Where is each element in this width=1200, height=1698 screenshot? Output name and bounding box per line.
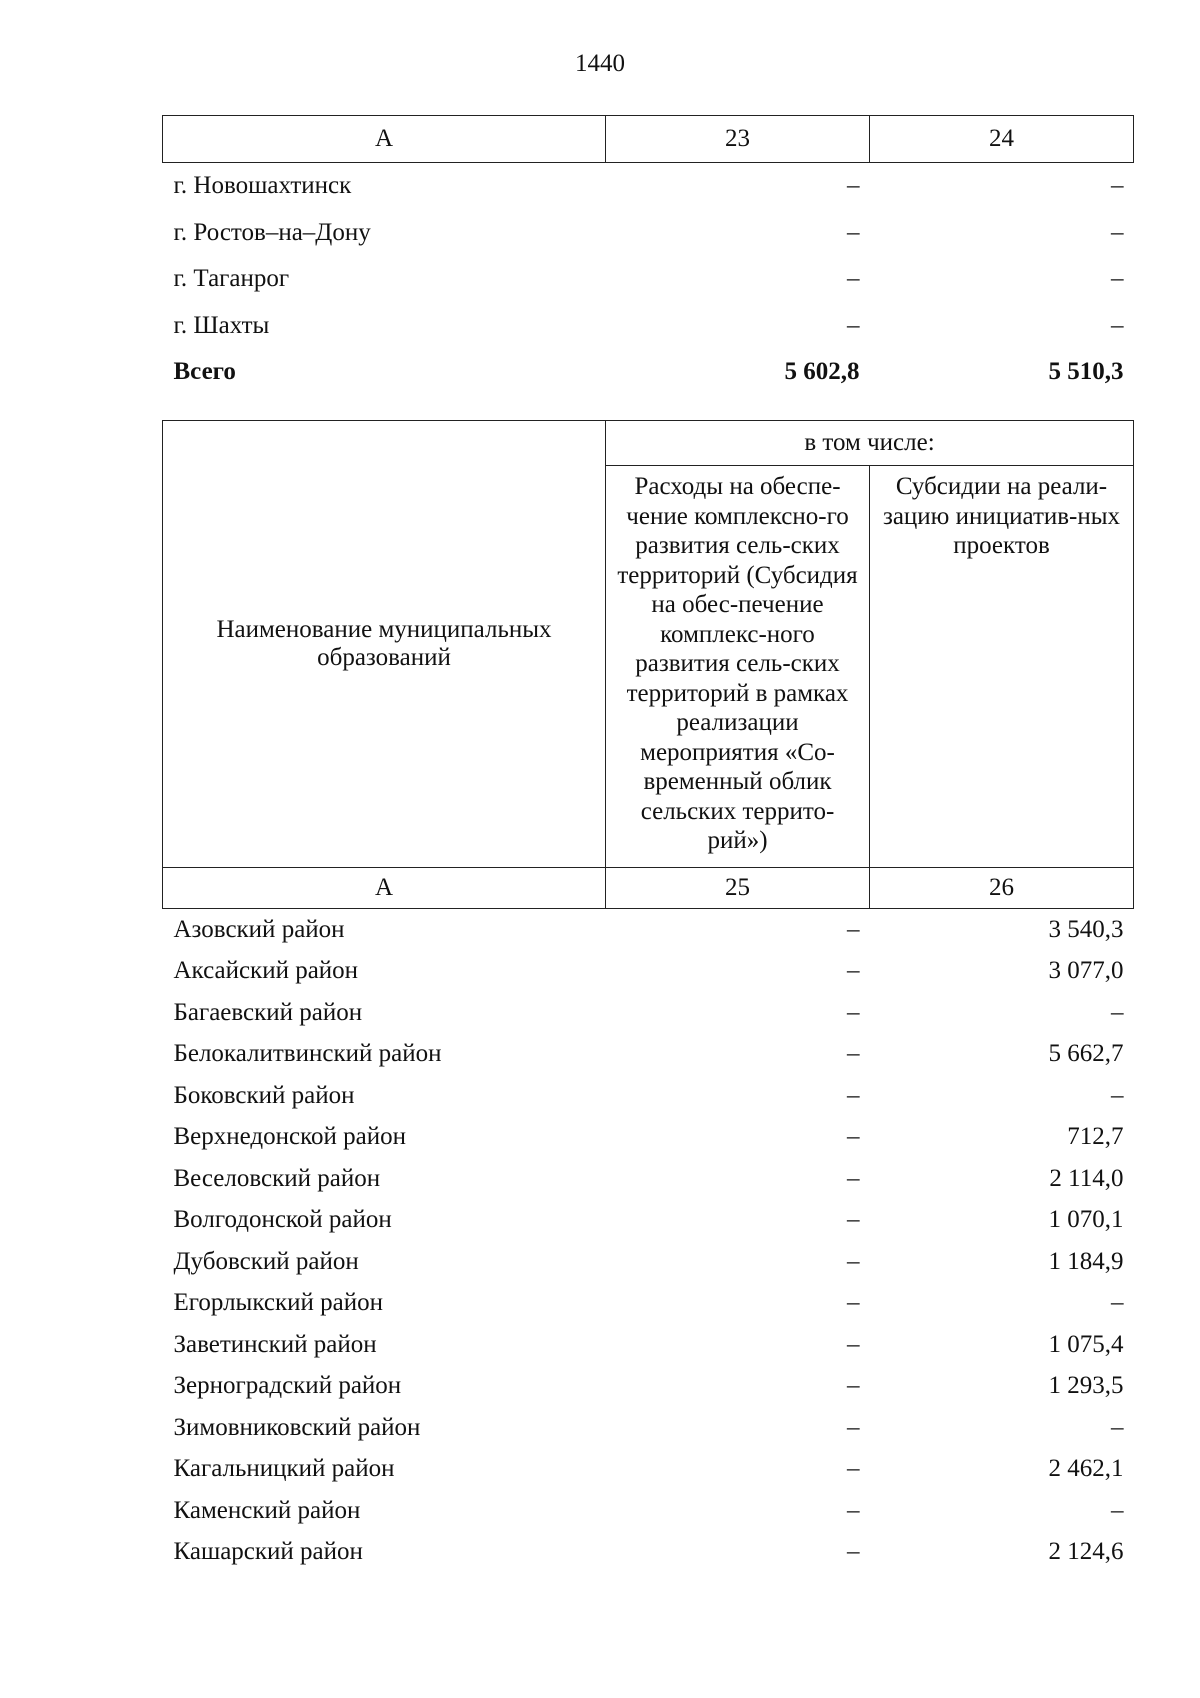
- row-name: Кагальницкий район: [173, 1455, 395, 1483]
- table-row: [163, 1407, 1134, 1449]
- table-row: [163, 1532, 1134, 1574]
- table-row: [163, 1366, 1134, 1408]
- row-value-24: –: [1111, 265, 1124, 293]
- table-row: [163, 1490, 1134, 1532]
- header-cell-col25: Расходы на обеспе-чение комплексно-го развития сель-ских территорий (Субсидия на обес-печение комплекс-ного развития сель-ских территорий в рамках реализации мероприятия «Со-временный облик сельских террито-рий»): [606, 466, 870, 868]
- row-value-25: –: [847, 1123, 860, 1151]
- row-value-26: 3 077,0: [1048, 957, 1124, 985]
- row-name: Боковский район: [173, 1081, 355, 1109]
- row-value-26: 2 114,0: [1049, 1164, 1124, 1192]
- table-row: [163, 163, 1134, 210]
- row-value-26: 5 662,7: [1048, 1040, 1124, 1068]
- row-value-25: –: [847, 1455, 860, 1483]
- header-cell-municipality: Наименование муниципальных образований: [163, 421, 606, 868]
- table-row: [163, 256, 1134, 303]
- row-value-25: –: [847, 1164, 860, 1192]
- row-value-25: –: [847, 1206, 860, 1234]
- row-value-25: –: [847, 915, 860, 943]
- row-value-25: –: [847, 1040, 860, 1068]
- row-value-26: 1 075,4: [1048, 1330, 1124, 1358]
- table-row: [163, 1075, 1134, 1117]
- row-value-26: 1 184,9: [1048, 1247, 1124, 1275]
- row-value-25: –: [847, 1330, 860, 1358]
- header-cell-name: А: [163, 116, 606, 163]
- page-number: 1440: [575, 50, 625, 77]
- row-value-26: –: [1111, 1413, 1124, 1441]
- row-value-25: –: [847, 1081, 860, 1109]
- row-value-25: –: [847, 1289, 860, 1317]
- row-name: Аксайский район: [173, 957, 359, 985]
- row-value-26: 1 070,1: [1048, 1206, 1124, 1234]
- row-value-26: –: [1111, 1289, 1124, 1317]
- numbering-cell-a: А: [163, 868, 606, 909]
- numbering-cell-26: 26: [870, 868, 1134, 909]
- header-cell-24: 24: [870, 116, 1134, 163]
- row-value-26: 1 293,5: [1048, 1372, 1124, 1400]
- table-row: [163, 1324, 1134, 1366]
- total-row: [163, 349, 1134, 396]
- total-label: Всего: [173, 358, 236, 386]
- table-row: [163, 951, 1134, 993]
- table-header-row: [163, 116, 1134, 163]
- row-name: Кашарский район: [173, 1538, 363, 1566]
- header-cell-col26: Субсидии на реали-зацию инициатив-ных проектов: [870, 466, 1134, 868]
- row-name: г. Ростов–на–Дону: [173, 218, 371, 246]
- row-value-25: –: [847, 1372, 860, 1400]
- row-value-24: –: [1111, 172, 1124, 200]
- table-continuation: [162, 115, 1134, 396]
- row-value-26: 712,7: [1067, 1123, 1124, 1151]
- row-value-26: 2 124,6: [1048, 1538, 1124, 1566]
- row-value-25: –: [847, 1538, 860, 1566]
- table-row: [163, 210, 1134, 257]
- row-name: Дубовский район: [173, 1247, 359, 1275]
- row-name: Азовский район: [173, 915, 345, 943]
- table-row: [163, 1241, 1134, 1283]
- table-row: [163, 1449, 1134, 1491]
- row-name: Веселовский район: [173, 1164, 381, 1192]
- row-value-25: –: [847, 1247, 860, 1275]
- row-name: Заветинский район: [173, 1330, 377, 1358]
- table-row: [163, 1158, 1134, 1200]
- total-value-24: 5 510,3: [1048, 358, 1124, 386]
- row-value-25: –: [847, 1413, 860, 1441]
- row-value-26: –: [1111, 998, 1124, 1026]
- row-value-26: 3 540,3: [1048, 915, 1124, 943]
- row-value-23: –: [847, 218, 860, 246]
- row-name: Зерноградский район: [173, 1372, 402, 1400]
- row-name: Багаевский район: [173, 998, 363, 1026]
- table-row: [163, 1034, 1134, 1076]
- table-row: [163, 909, 1134, 951]
- row-name: Верхнедонской район: [173, 1123, 406, 1151]
- header-group-row: [163, 421, 1134, 466]
- row-value-26: –: [1111, 1081, 1124, 1109]
- row-name: Каменский район: [173, 1496, 361, 1524]
- row-name: г. Шахты: [173, 311, 270, 339]
- row-value-26: –: [1111, 1496, 1124, 1524]
- row-value-25: –: [847, 1496, 860, 1524]
- row-name: Зимовниковский район: [173, 1413, 421, 1441]
- total-value-23: 5 602,8: [784, 358, 860, 386]
- row-value-23: –: [847, 311, 860, 339]
- row-value-24: –: [1111, 218, 1124, 246]
- row-name: Егорлыкский район: [173, 1289, 383, 1317]
- row-value-25: –: [847, 998, 860, 1026]
- row-value-26: 2 462,1: [1048, 1455, 1124, 1483]
- row-value-25: –: [847, 957, 860, 985]
- row-name: г. Новошахтинск: [173, 172, 352, 200]
- row-value-23: –: [847, 265, 860, 293]
- row-value-24: –: [1111, 311, 1124, 339]
- table-row: [163, 1200, 1134, 1242]
- table-row: [163, 1283, 1134, 1325]
- table-row: [163, 303, 1134, 350]
- table-municipalities: [162, 420, 1134, 1573]
- row-name: Волгодонской район: [173, 1206, 392, 1234]
- table-row: [163, 992, 1134, 1034]
- numbering-cell-25: 25: [606, 868, 870, 909]
- column-numbering-row: [163, 868, 1134, 909]
- row-name: г. Таганрог: [173, 265, 290, 293]
- header-cell-23: 23: [606, 116, 870, 163]
- row-name: Белокалитвинский район: [173, 1040, 442, 1068]
- row-value-23: –: [847, 172, 860, 200]
- table-row: [163, 1117, 1134, 1159]
- header-cell-including: в том числе:: [606, 421, 1134, 466]
